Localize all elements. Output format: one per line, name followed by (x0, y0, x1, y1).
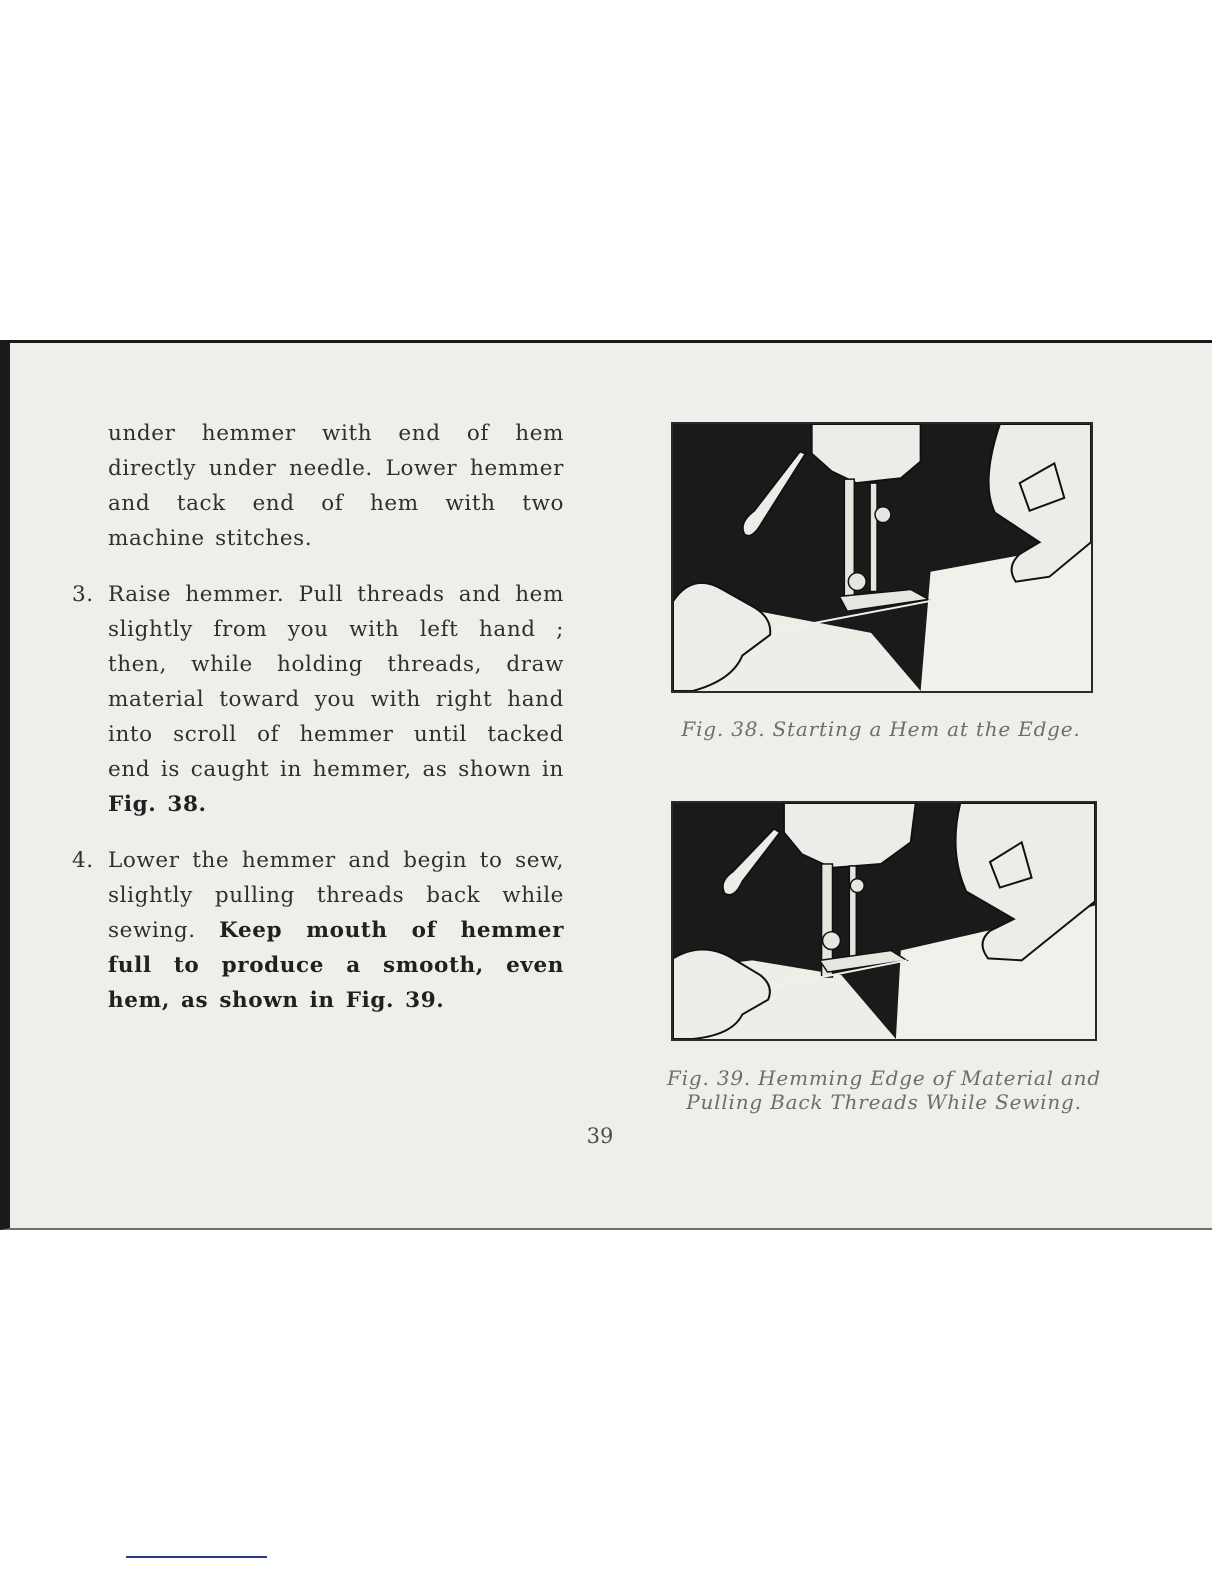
step-4-text: Lower the hemmer and begin to sew, slightly pulling threads back while sewing. (108, 848, 564, 943)
step-3-figure-reference: Fig. 38. (108, 792, 207, 817)
step-4 (72, 843, 564, 1018)
step-3-text: Raise hemmer. Pull threads and hem slightly from you with left hand ; then, while holding threads, draw material toward you with right hand into scroll of hemmer until tacked end is caught in hemmer, as shown in (108, 582, 564, 782)
figure-39-caption (650, 1066, 1118, 1114)
footer-rule (126, 1556, 267, 1558)
continued-paragraph: under hemmer with end of hem directly under needle. Lower hemmer and tack end of hem with two machine stitches. (108, 421, 564, 551)
step-3-number: 3. (72, 582, 94, 607)
figure-39-caption-line-1: Fig. 39. Hemming Edge of Material and (667, 1066, 1101, 1090)
figure-39-caption-line-2: Pulling Back Threads While Sewing. (686, 1090, 1082, 1114)
page-number: 39 (586, 1124, 614, 1148)
step-3 (72, 577, 564, 822)
step-4-number: 4. (72, 848, 94, 873)
instruction-text-column (72, 416, 564, 1018)
figure-38-illustration (671, 422, 1093, 693)
figure-39-illustration (671, 801, 1097, 1041)
step-4-bold-text: Keep mouth of hemmer full to produce a smooth, even hem, as shown in Fig. 39. (108, 918, 564, 1013)
figure-38-caption: Fig. 38. Starting a Hem at the Edge. (681, 717, 1081, 741)
